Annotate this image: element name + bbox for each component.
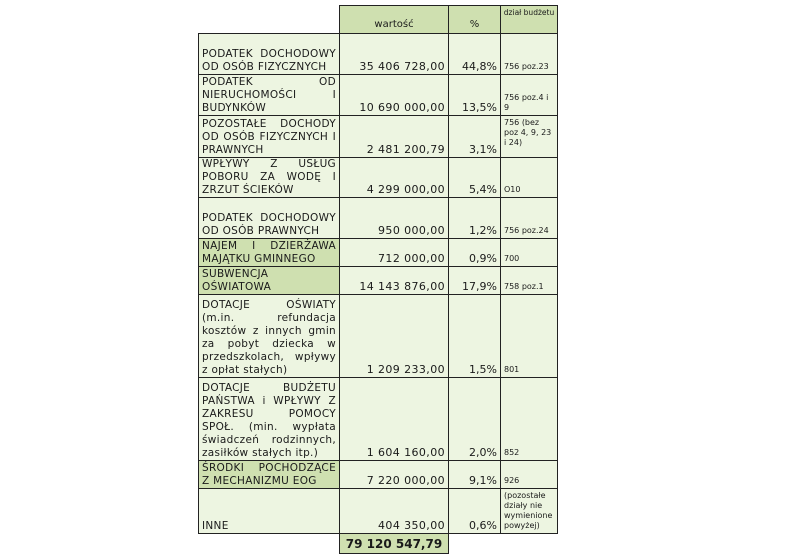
row-value: 4 299 000,00 [340, 158, 449, 198]
row-dzial: 756 poz.4 i 9 [501, 75, 558, 116]
table-row [199, 239, 558, 267]
row-dzial: 756 (bez poz 4, 9, 23 i 24) [501, 116, 558, 158]
row-percent: 0,9% [449, 239, 501, 267]
total-row [199, 534, 558, 554]
row-dzial: 700 [501, 239, 558, 267]
row-dzial: 756 poz.24 [501, 198, 558, 239]
header-dzial: dział budżetu [501, 6, 558, 34]
row-dzial: 926 [501, 461, 558, 489]
header-percent: % [449, 6, 501, 34]
row-name: NAJEM I DZIERŻAWA MAJĄTKU GMINNEGO [199, 239, 340, 267]
row-percent: 1,2% [449, 198, 501, 239]
row-dzial: 758 poz.1 [501, 267, 558, 295]
row-name: POZOSTAŁE DOCHODY OD OSÓB FIZYCZNYCH I PRAWNYCH [199, 116, 340, 158]
row-percent: 13,5% [449, 75, 501, 116]
row-percent: 2,0% [449, 378, 501, 461]
row-dzial: 756 poz.23 [501, 34, 558, 75]
table-row [199, 378, 558, 461]
row-name: DOTACJE OŚWIATY (m.in. refundacja kosztów z innych gmin za pobyt dziecka w przedszkolach, wpływy z opłat stałych) [199, 295, 340, 378]
row-value: 712 000,00 [340, 239, 449, 267]
row-dzial: (pozostałe działy nie wymienione powyżej) [501, 489, 558, 534]
row-percent: 5,4% [449, 158, 501, 198]
row-dzial: 852 [501, 378, 558, 461]
row-name: SUBWENCJA OŚWIATOWA [199, 267, 340, 295]
row-value: 404 350,00 [340, 489, 449, 534]
budget-table-body [199, 6, 558, 554]
row-value: 950 000,00 [340, 198, 449, 239]
row-value: 14 143 876,00 [340, 267, 449, 295]
row-value: 2 481 200,79 [340, 116, 449, 158]
row-dzial: O10 [501, 158, 558, 198]
row-value: 35 406 728,00 [340, 34, 449, 75]
row-name: PODATEK DOCHODOWY OD OSÓB FIZYCZNYCH [199, 34, 340, 75]
row-percent: 9,1% [449, 461, 501, 489]
total-empty-cell [199, 534, 340, 554]
row-percent: 44,8% [449, 34, 501, 75]
table-row [199, 489, 558, 534]
row-name: ŚRODKI POCHODZĄCE Z MECHANIZMU EOG [199, 461, 340, 489]
table-row [199, 295, 558, 378]
row-value: 1 209 233,00 [340, 295, 449, 378]
table-row [199, 461, 558, 489]
table-row [199, 198, 558, 239]
row-percent: 0,6% [449, 489, 501, 534]
row-name: DOTACJE BUDŻETU PAŃSTWA i WPŁYWY Z ZAKRESU POMOCY SPOŁ. (min. wypłata świadczeń rodzinnych, zasiłków stałych itp.) [199, 378, 340, 461]
row-name: INNE [199, 489, 340, 534]
header-row [199, 6, 558, 34]
table-row [199, 158, 558, 198]
row-percent: 17,9% [449, 267, 501, 295]
row-name: PODATEK DOCHODOWY OD OSÓB PRAWNYCH [199, 198, 340, 239]
table-row [199, 34, 558, 75]
budget-table [198, 5, 558, 554]
row-name: WPŁYWY Z USŁUG POBORU ZA WODĘ I ZRZUT ŚCIEKÓW [199, 158, 340, 198]
table-row [199, 267, 558, 295]
row-dzial: 801 [501, 295, 558, 378]
header-value: wartość [340, 6, 449, 34]
row-value: 7 220 000,00 [340, 461, 449, 489]
row-percent: 1,5% [449, 295, 501, 378]
row-percent: 3,1% [449, 116, 501, 158]
total-value: 79 120 547,79 [340, 534, 449, 554]
row-value: 10 690 000,00 [340, 75, 449, 116]
header-empty-cell [199, 6, 340, 34]
table-row [199, 116, 558, 158]
table-row [199, 75, 558, 116]
row-value: 1 604 160,00 [340, 378, 449, 461]
row-name: PODATEK OD NIERUCHOMOŚCI I BUDYNKÓW [199, 75, 340, 116]
